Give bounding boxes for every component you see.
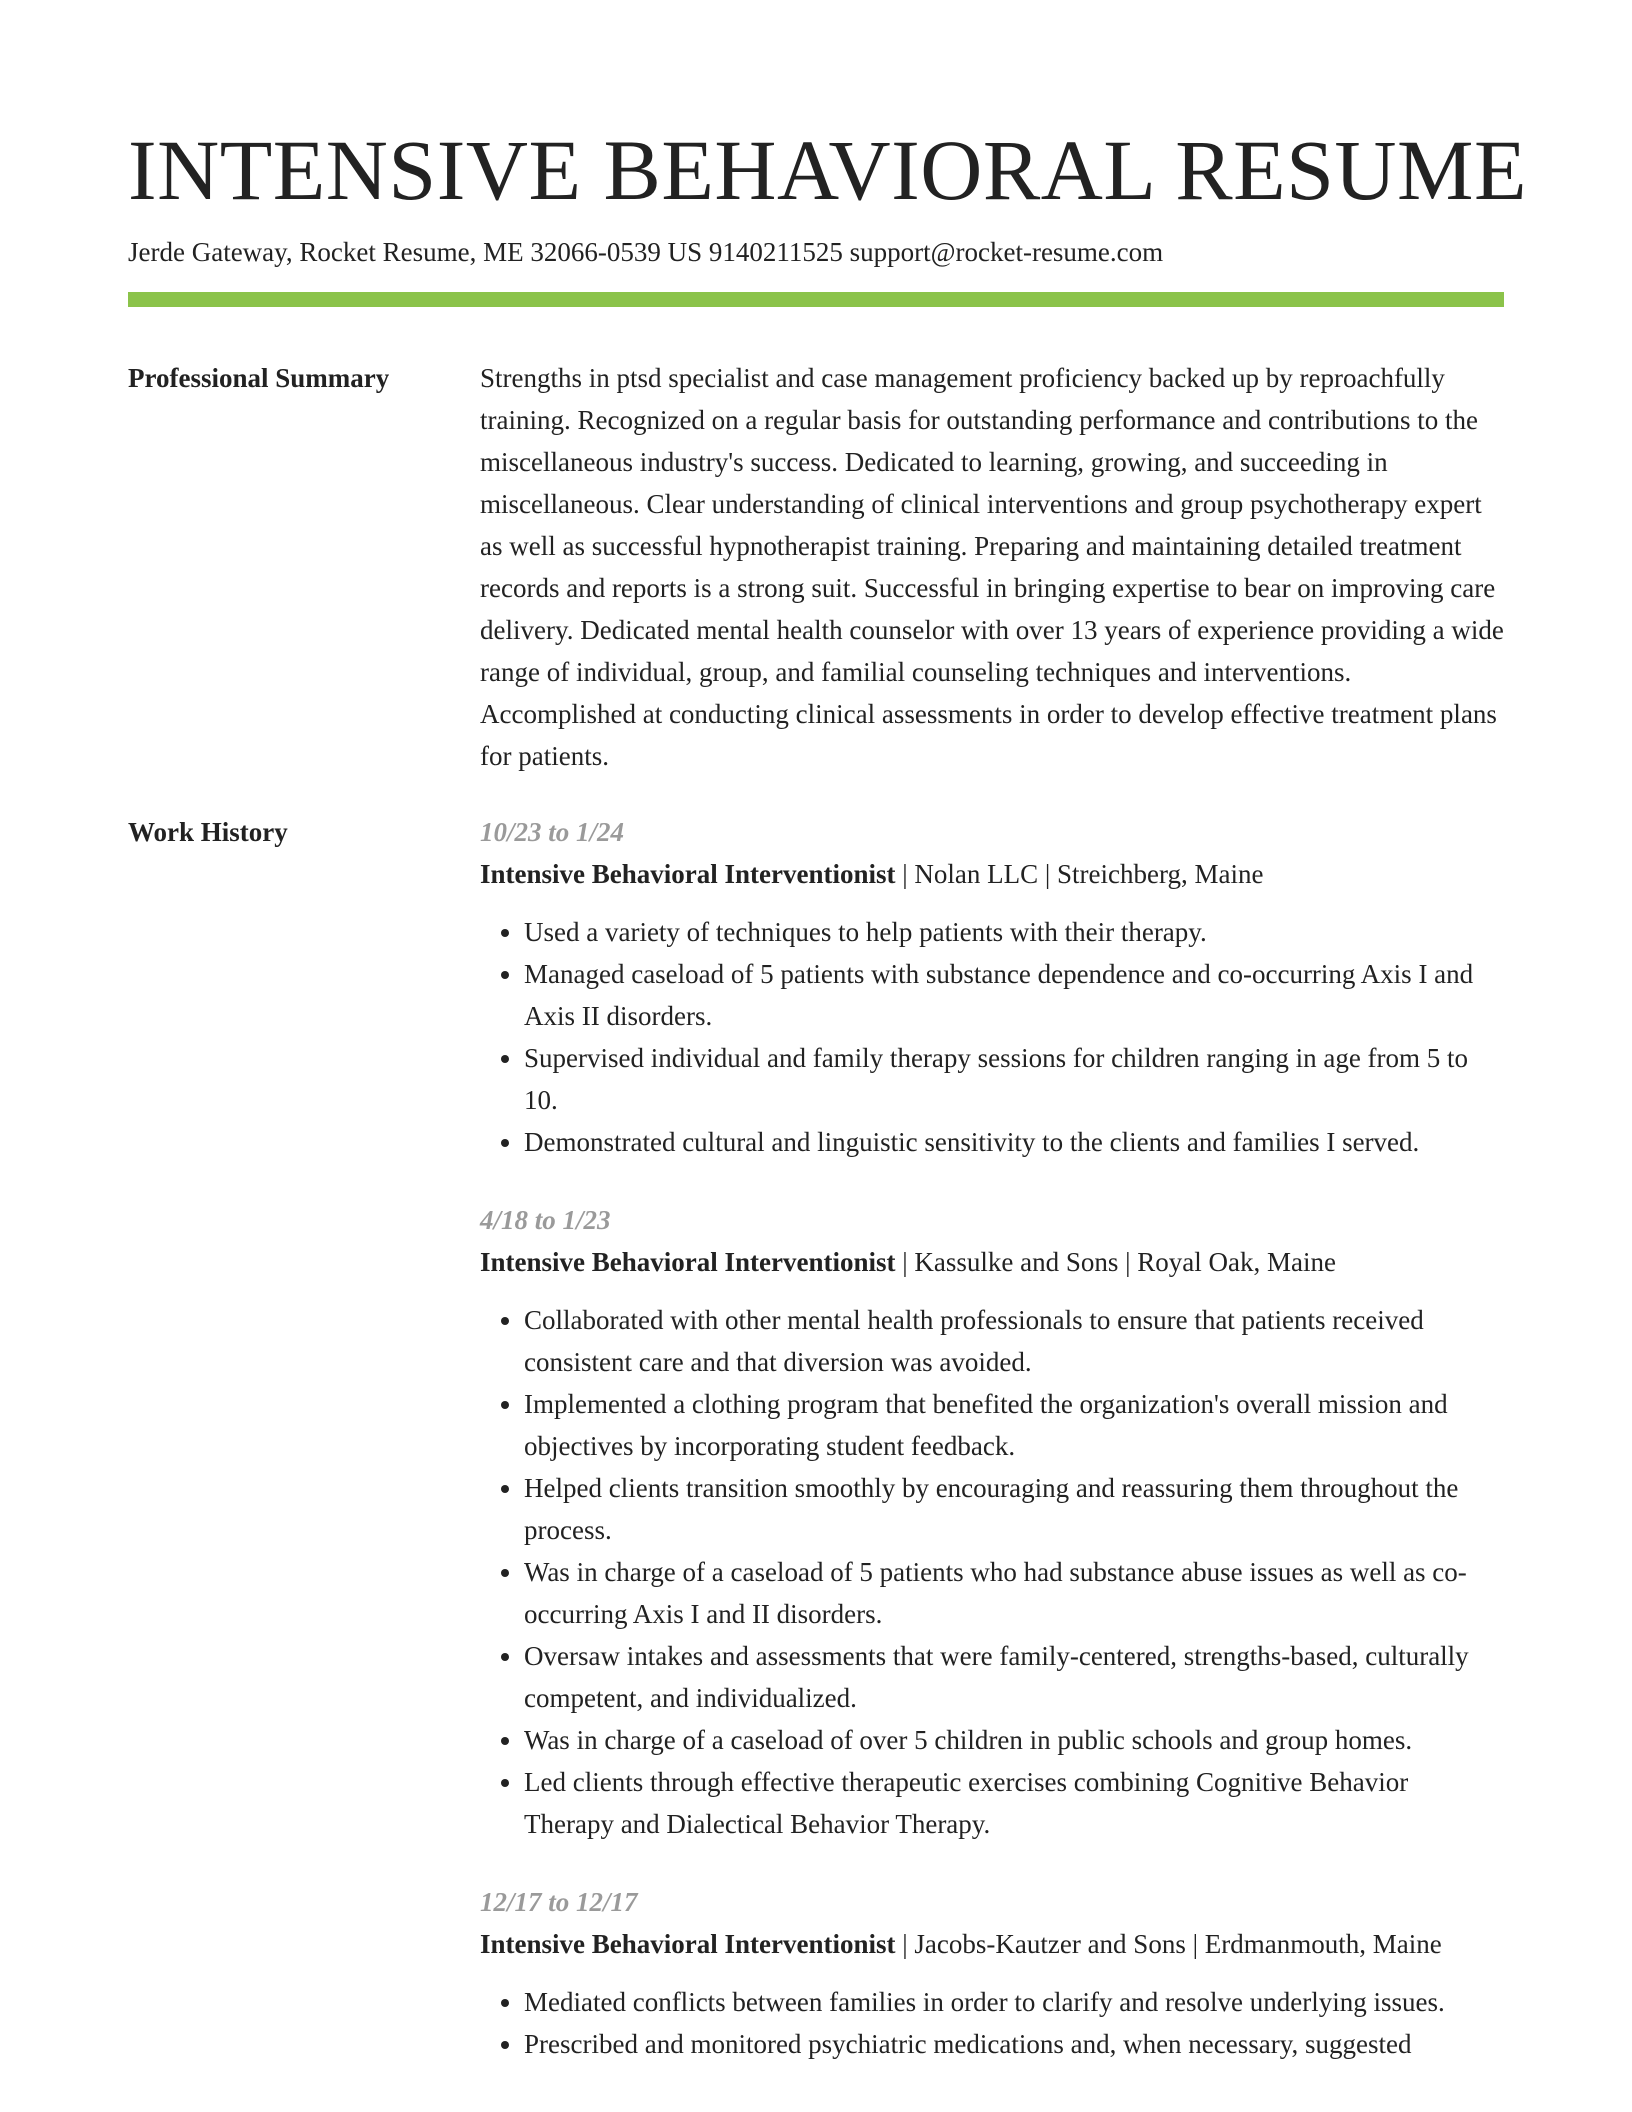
job-bullet: • Helped clients transition smoothly by encouraging and reassuring them throughout the process. (524, 1467, 1504, 1551)
job-bullet: • Demonstrated cultural and linguistic sensitivity to the clients and families I served. (524, 1121, 1504, 1163)
job-dates: 12/17 to 12/17 (480, 1887, 638, 1917)
job-entry (480, 1199, 1504, 1845)
job-bullet: • Oversaw intakes and assessments that were family-centered, strengths-based, culturally competent, and individualized. (524, 1635, 1504, 1719)
job-heading (480, 1923, 1504, 1965)
work-history-section (128, 811, 1504, 2101)
job-heading (480, 853, 1504, 895)
job-title: Intensive Behavioral Interventionist (480, 1929, 896, 1959)
section-label-work: Work History (128, 817, 288, 847)
job-bullets (480, 1981, 1504, 2065)
job-heading (480, 1241, 1504, 1283)
summary-text: Strengths in ptsd specialist and case management proficiency backed up by reproachfully training. Recognized on a regular basis for outstanding performance and contributions to the miscellaneous industry's success. Dedicated to learning, growing, and succeeding in miscellaneous. Clear understanding of clinical interventions and group psychotherapy expert as well as successful hypnotherapist training. Preparing and maintaining detailed treatment records and reports is a strong suit. Successful in bringing expertise to bear on improving care delivery. Dedicated mental health counselor with over 13 years of experience providing a wide range of individual, group, and familial counseling techniques and interventions. Accomplished at conducting clinical assessments in order to develop effective treatment plans for patients. (480, 363, 1504, 771)
job-bullet: • Managed caseload of 5 patients with substance dependence and co-occurring Axis I and Axis II disorders. (524, 953, 1504, 1037)
job-company-location: | Kassulke and Sons | Royal Oak, Maine (895, 1247, 1337, 1277)
summary-body (480, 357, 1504, 777)
job-bullet: • Prescribed and monitored psychiatric medications and, when necessary, suggested (524, 2023, 1504, 2065)
job-entry (480, 811, 1504, 1163)
work-history-body (480, 811, 1504, 2101)
job-bullet: • Implemented a clothing program that benefited the organization's overall mission and objectives by incorporating student feedback. (524, 1383, 1504, 1467)
job-bullet: • Was in charge of a caseload of over 5 children in public schools and group homes. (524, 1719, 1504, 1761)
job-dates: 10/23 to 1/24 (480, 817, 625, 847)
job-bullet: • Was in charge of a caseload of 5 patients who had substance abuse issues as well as co-occurring Axis I and II disorders. (524, 1551, 1504, 1635)
job-bullet: • Collaborated with other mental health professionals to ensure that patients received consistent care and that diversion was avoided. (524, 1299, 1504, 1383)
job-company-location: | Nolan LLC | Streichberg, Maine (895, 859, 1264, 889)
job-dates: 4/18 to 1/23 (480, 1205, 611, 1235)
job-bullet: • Supervised individual and family therapy sessions for children ranging in age from 5 to 10. (524, 1037, 1504, 1121)
section-label-summary: Professional Summary (128, 363, 390, 393)
contact-line: Jerde Gateway, Rocket Resume, ME 32066-0539 US 9140211525 support@rocket-resume.com (128, 237, 1164, 267)
accent-divider (128, 292, 1504, 307)
job-bullets (480, 1299, 1504, 1845)
job-bullet: • Led clients through effective therapeutic exercises combining Cognitive Behavior Therapy and Dialectical Behavior Therapy. (524, 1761, 1504, 1845)
job-bullet: • Used a variety of techniques to help patients with their therapy. (524, 911, 1504, 953)
resume-name-heading: INTENSIVE BEHAVIORAL RESUME (128, 122, 1528, 218)
job-bullets (480, 911, 1504, 1163)
professional-summary-section (128, 357, 1504, 777)
job-company-location: | Jacobs-Kautzer and Sons | Erdmanmouth, Maine (895, 1929, 1442, 1959)
job-title: Intensive Behavioral Interventionist (480, 859, 896, 889)
job-entry (480, 1881, 1504, 2065)
job-title: Intensive Behavioral Interventionist (480, 1247, 896, 1277)
resume-page (128, 0, 1528, 2101)
job-bullet: • Mediated conflicts between families in order to clarify and resolve underlying issues. (524, 1981, 1504, 2023)
